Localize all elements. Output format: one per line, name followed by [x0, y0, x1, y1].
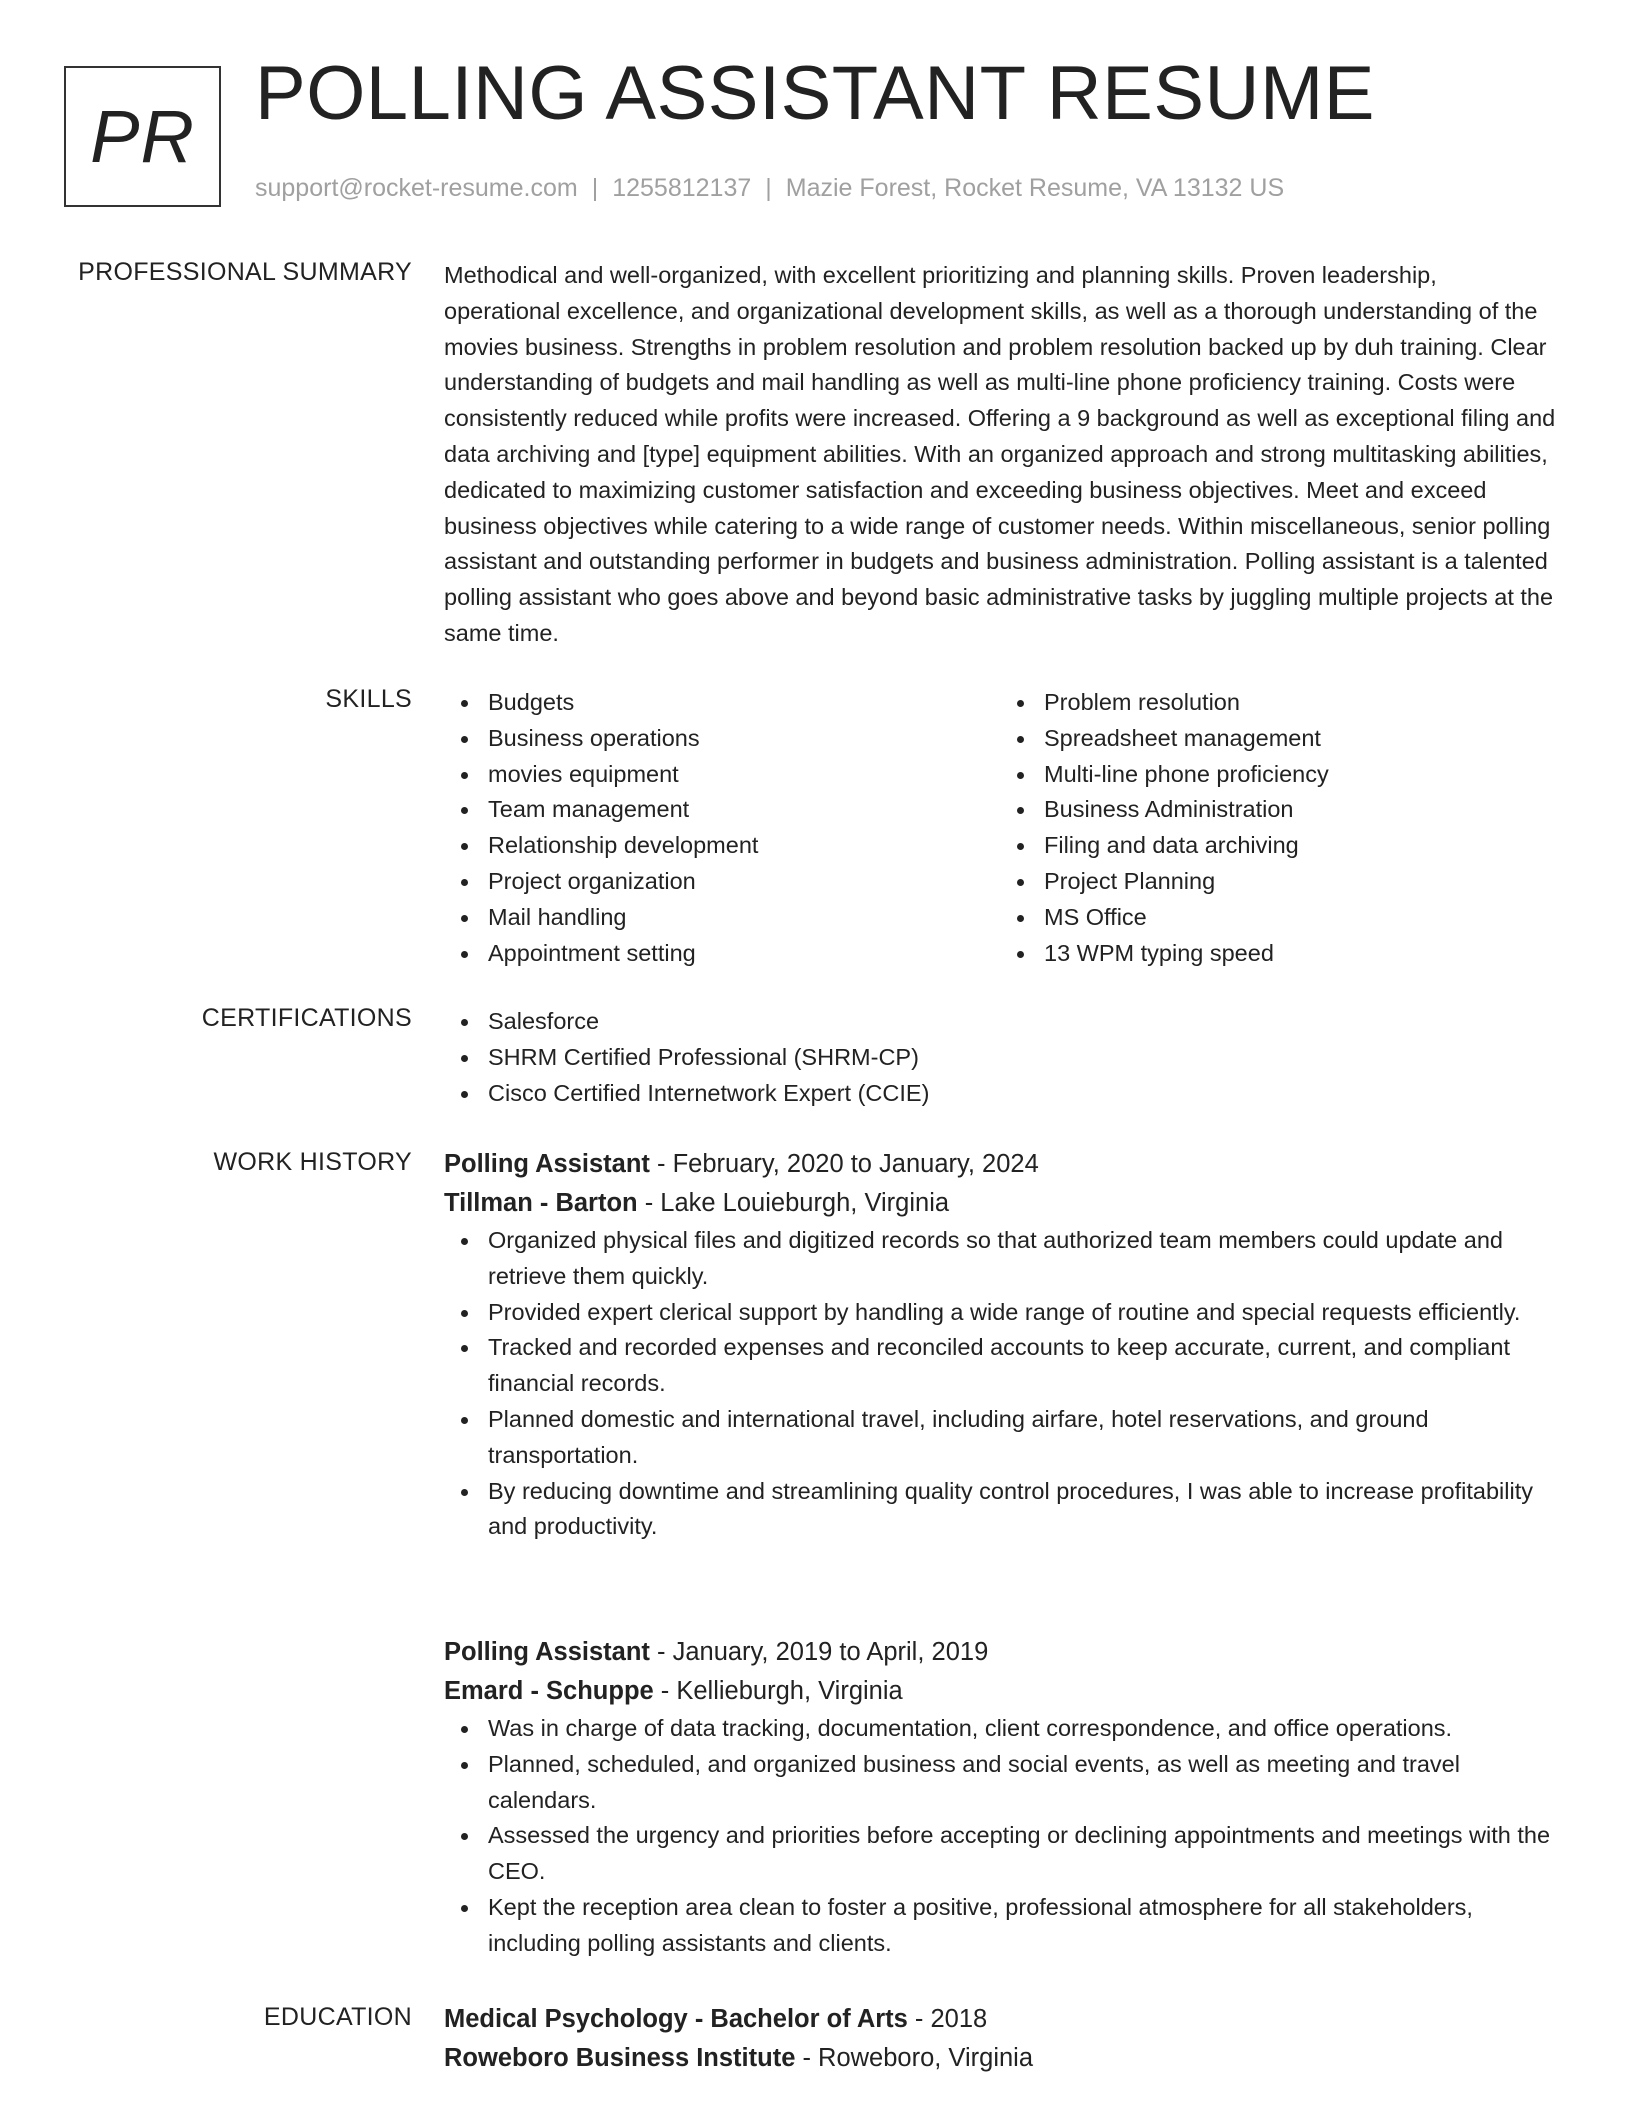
job-title: Polling Assistant [444, 1638, 650, 1666]
skill-item: Project Planning [1044, 864, 1556, 900]
skills-grid [444, 685, 1556, 971]
skill-item: Business Administration [1044, 792, 1556, 828]
monogram-logo: PR [64, 66, 221, 207]
skill-item: MS Office [1044, 900, 1556, 936]
skill-item: Filing and data archiving [1044, 828, 1556, 864]
skill-item: 13 WPM typing speed [1044, 936, 1556, 972]
education-heading: EDUCATION [263, 2003, 412, 2031]
job-duty: Assessed the urgency and priorities before accepting or declining appointments and meetings with the CEO. [488, 1818, 1556, 1890]
work-history-body [444, 1145, 1556, 1545]
summary-heading: PROFESSIONAL SUMMARY [78, 258, 412, 286]
job-duties-list [444, 1711, 1556, 1962]
skill-item: Budgets [488, 685, 1000, 721]
job-duty: Planned domestic and international travel, including airfare, hotel reservations, and ground transportation. [488, 1402, 1556, 1474]
summary-text: Methodical and well-organized, with excellent prioritizing and planning skills. Proven leadership, operational excellence, and organizational development skills, as well as a thorough understanding of the movies business. Strengths in problem resolution and problem resolution backed up by duh training. Clear understanding of budgets and mail handling as well as multi-line phone proficiency training. Costs were consistently reduced while profits were increased. Offering a 9 background as well as exceptional filing and data archiving and [type] equipment abilities. With an organized approach and strong multitasking abilities, dedicated to maximizing customer satisfaction and exceeding business objectives. Meet and exceed business objectives while catering to a wide range of customer needs. Within miscellaneous, senior polling assistant and outstanding performer in budgets and business administration. Polling assistant is a talented polling assistant who goes above and beyond basic administrative tasks by juggling multiple projects at the same time. [444, 262, 1556, 646]
certification-item: Salesforce [488, 1004, 1556, 1040]
education-year: - 2018 [907, 2005, 988, 2033]
certification-item: SHRM Certified Professional (SHRM-CP) [488, 1040, 1556, 1076]
contact-email[interactable]: support@rocket-resume.com [255, 174, 578, 202]
job-title-line [444, 1145, 1556, 1184]
skill-item: Relationship development [488, 828, 1000, 864]
contact-line [255, 174, 1284, 203]
job-dates: - February, 2020 to January, 2024 [649, 1150, 1039, 1178]
education-school-line [444, 2039, 1556, 2078]
skill-item: Business operations [488, 721, 1000, 757]
skill-item: Problem resolution [1044, 685, 1556, 721]
skills-list-right [1000, 685, 1556, 971]
job-title: Polling Assistant [444, 1150, 650, 1178]
education-location: - Roweboro, Virginia [795, 2044, 1034, 2072]
job-title-line [444, 1633, 1556, 1672]
job-location: - Lake Louieburgh, Virginia [637, 1189, 950, 1217]
job-duty: Kept the reception area clean to foster a positive, professional atmosphere for all stakeholders, including polling assistants and clients. [488, 1890, 1556, 1962]
certifications-list [444, 1004, 1556, 1111]
skill-item: Project organization [488, 864, 1000, 900]
job-duty: By reducing downtime and streamlining quality control procedures, I was able to increase profitability and productivity. [488, 1474, 1556, 1546]
job-duties-list [444, 1223, 1556, 1545]
education-school: Roweboro Business Institute [444, 2044, 796, 2072]
page-title: POLLING ASSISTANT RESUME [255, 51, 1375, 136]
contact-separator: | [765, 174, 772, 202]
job-duty: Was in charge of data tracking, documentation, client correspondence, and office operations. [488, 1711, 1556, 1747]
job-company: Emard - Schuppe [444, 1677, 654, 1705]
skills-heading: SKILLS [325, 685, 412, 713]
job-company: Tillman - Barton [444, 1189, 638, 1217]
skill-item: Spreadsheet management [1044, 721, 1556, 757]
job-dates: - January, 2019 to April, 2019 [649, 1638, 989, 1666]
job-duty: Tracked and recorded expenses and reconciled accounts to keep accurate, current, and compliant financial records. [488, 1330, 1556, 1402]
job-company-line [444, 1672, 1556, 1711]
contact-phone[interactable]: 1255812137 [612, 174, 752, 202]
job-company-line [444, 1184, 1556, 1223]
job-location: - Kellieburgh, Virginia [653, 1677, 903, 1705]
job-duty: Provided expert clerical support by handling a wide range of routine and special requests efficiently. [488, 1295, 1556, 1331]
skill-item: Mail handling [488, 900, 1000, 936]
skill-item: movies equipment [488, 757, 1000, 793]
contact-address: Mazie Forest, Rocket Resume, VA 13132 US [785, 174, 1285, 202]
work-history-heading: WORK HISTORY [213, 1148, 412, 1176]
job-duty: Planned, scheduled, and organized business and social events, as well as meeting and travel calendars. [488, 1747, 1556, 1819]
certification-item: Cisco Certified Internetwork Expert (CCIE) [488, 1076, 1556, 1112]
skill-item: Team management [488, 792, 1000, 828]
skill-item: Multi-line phone proficiency [1044, 757, 1556, 793]
job-duty: Organized physical files and digitized records so that authorized team members could update and retrieve them quickly. [488, 1223, 1556, 1295]
education-degree: Medical Psychology - Bachelor of Arts [444, 2005, 908, 2033]
skill-item: Appointment setting [488, 936, 1000, 972]
skills-list-left [444, 685, 1000, 971]
contact-separator: | [591, 174, 599, 202]
certifications-heading: CERTIFICATIONS [201, 1004, 412, 1032]
education-degree-line [444, 2000, 1556, 2039]
